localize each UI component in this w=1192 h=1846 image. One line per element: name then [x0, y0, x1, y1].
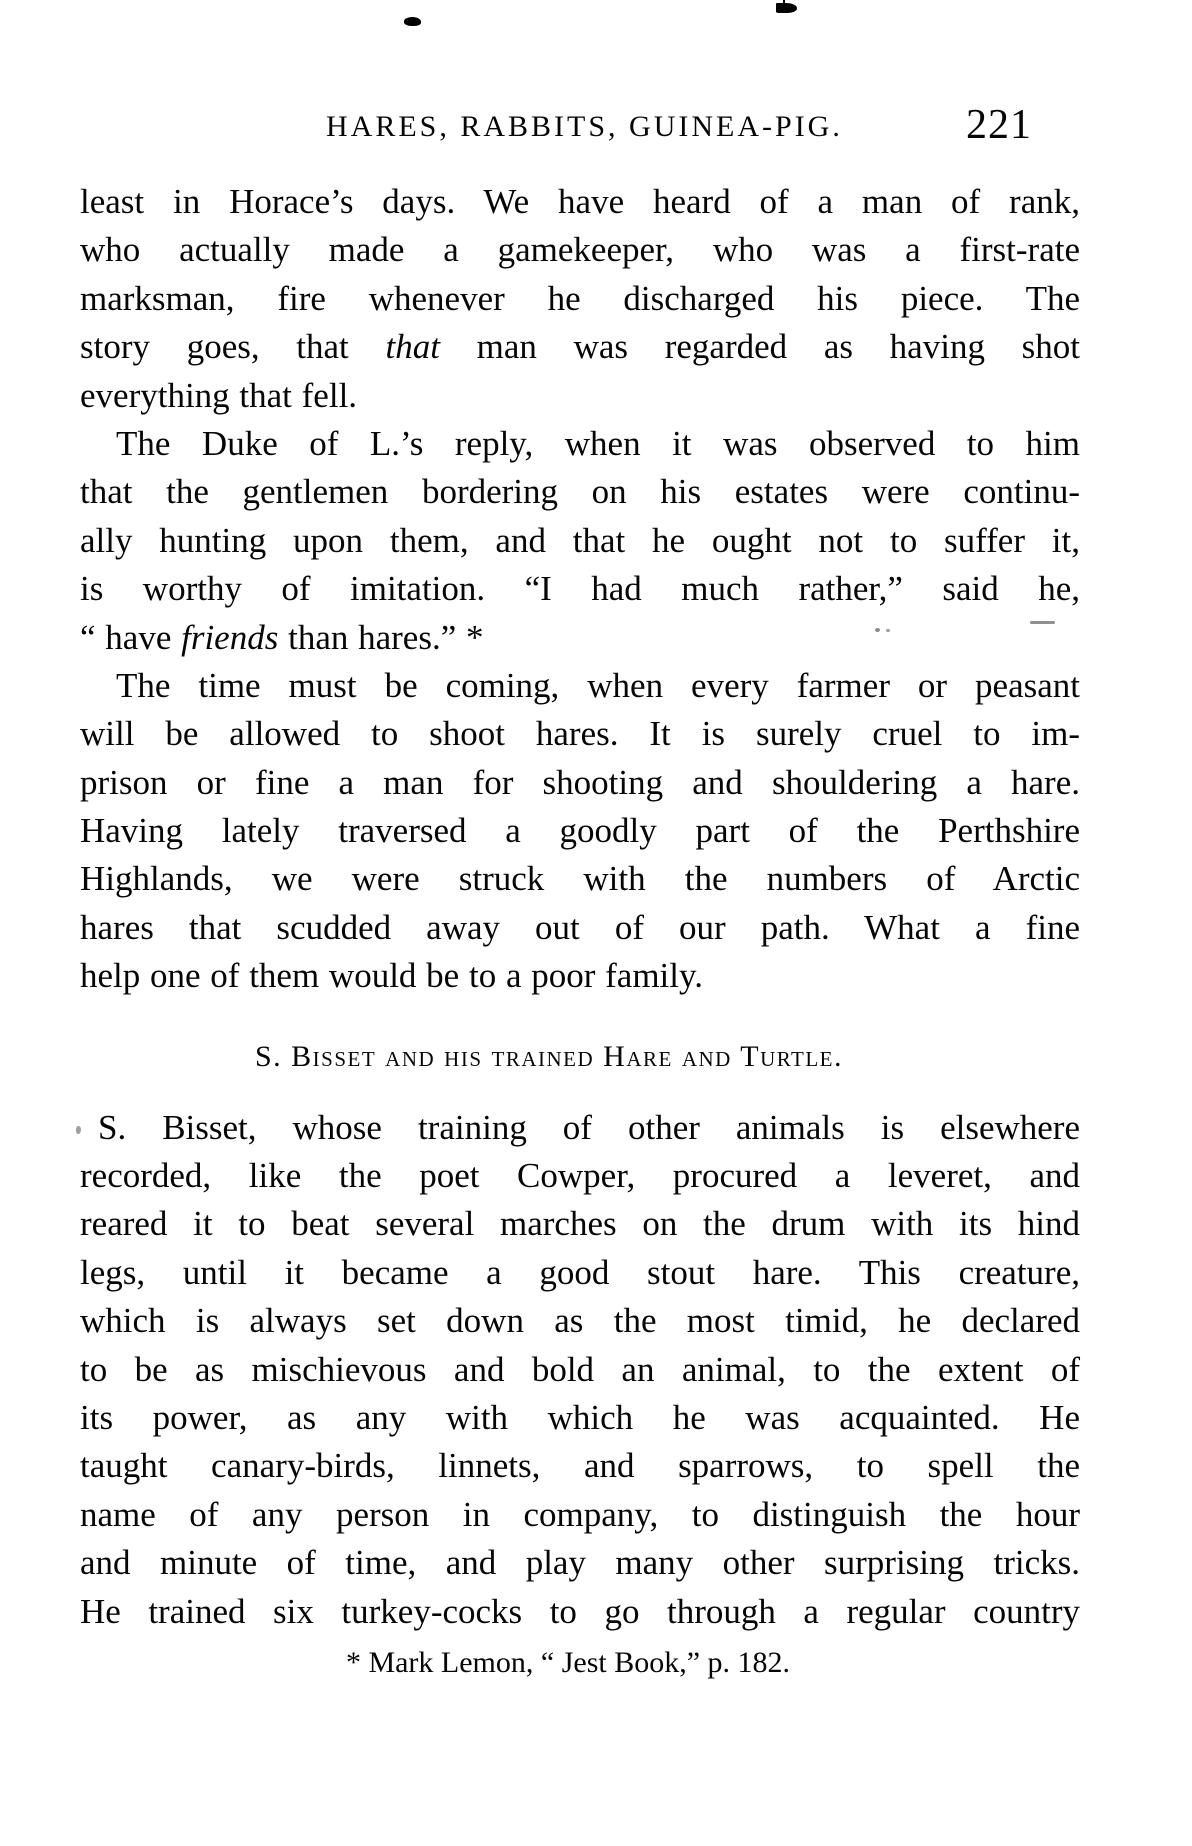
paragraph — [80, 178, 1080, 420]
running-header: HARES, RABBITS, GUINEA-PIG. — [326, 110, 843, 143]
text-line: The Duke of L.’s reply, when it was observed to him — [116, 423, 1080, 463]
text-line: which is always set down as the most timid, he declared — [80, 1301, 1080, 1341]
text-line: The time must be coming, when every farmer or peasant — [116, 665, 1080, 705]
text-line: reared it to beat several marches on the drum with its hind — [80, 1204, 1080, 1244]
ink-blot-icon — [404, 17, 421, 26]
text-line: name of any person in company, to distinguish the hour — [80, 1494, 1080, 1534]
footnote: * Mark Lemon, “ Jest Book,” p. 182. — [345, 1646, 791, 1679]
text-line: “ have friends than hares.” * — [80, 617, 484, 657]
text-line: S. Bisset, whose training of other animals is elsewhere — [98, 1107, 1080, 1147]
text-line: who actually made a gamekeeper, who was a first-rate — [80, 230, 1080, 270]
text-line: Highlands, we were struck with the numbers of Arctic — [80, 859, 1080, 899]
paragraph — [80, 1104, 1080, 1636]
text-line: recorded, like the poet Cowper, procured a leveret, and — [80, 1156, 1080, 1196]
text-line: will be allowed to shoot hares. It is surely cruel to im- — [80, 714, 1080, 754]
page-number: 221 — [966, 102, 1032, 148]
text-line: ally hunting upon them, and that he ought not to suffer it, — [80, 520, 1080, 560]
text-line: He trained six turkey-cocks to go through a regular country — [80, 1591, 1080, 1631]
text-line: legs, until it became a good stout hare. This creature, — [80, 1252, 1080, 1292]
text-block — [80, 178, 1080, 1636]
ink-blot-icon — [776, 3, 797, 13]
text-line: and minute of time, and play many other surprising tricks. — [80, 1543, 1080, 1583]
text-line: to be as mischievous and bold an animal, to the extent of — [80, 1349, 1080, 1389]
text-line: everything that fell. — [80, 375, 358, 415]
section-heading: S. Bisset and his trained Hare and Turtle. — [254, 1039, 844, 1073]
text-line: taught canary-birds, linnets, and sparrows, to spell the — [80, 1446, 1080, 1486]
text-line: Having lately traversed a goodly part of the Perthshire — [80, 811, 1080, 851]
text-line: that the gentlemen bordering on his estates were continu- — [80, 472, 1080, 512]
text-line: prison or fine a man for shooting and shouldering a hare. — [80, 762, 1080, 802]
paragraph — [80, 420, 1080, 662]
text-line: its power, as any with which he was acquainted. He — [80, 1397, 1080, 1437]
paragraph — [80, 662, 1080, 1001]
text-line: marksman, fire whenever he discharged his piece. The — [80, 278, 1080, 318]
text-line: is worthy of imitation. “I had much rather,” said he, — [80, 569, 1080, 609]
text-line: story goes, that that man was regarded as having shot — [80, 327, 1080, 367]
text-line: least in Horace’s days. We have heard of a man of rank, — [80, 182, 1080, 221]
text-line: hares that scudded away out of our path. What a fine — [80, 907, 1080, 947]
text-line: help one of them would be to a poor family. — [80, 956, 703, 996]
